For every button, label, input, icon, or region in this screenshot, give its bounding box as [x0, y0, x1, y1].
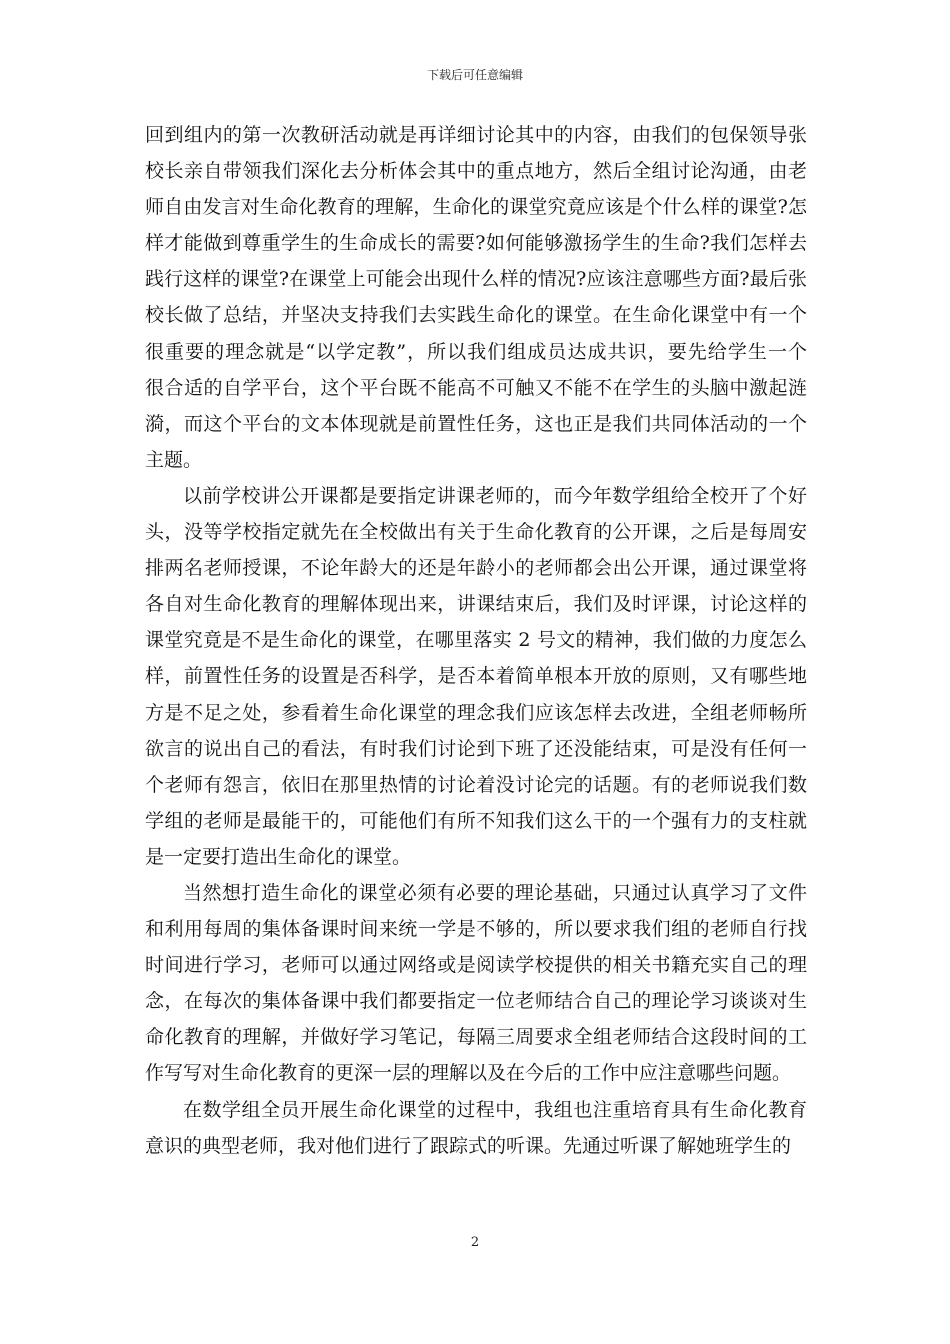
text-line: 很合适的自学平台，这个平台既不能高不可触又不能不在学生的头脑中激起涟	[145, 376, 807, 399]
text-line: 校长亲自带领我们深化去分析体会其中的重点地方，然后全组讨论沟通，由老	[145, 160, 807, 183]
text-line: 排两名老师授课，不论年龄大的还是年龄小的老师都会出公开课，通过课堂将	[145, 557, 807, 580]
text-line: 欲言的说出自己的看法，有时我们讨论到下班了还没能结束，可是没有任何一	[145, 737, 807, 760]
text-line: 以前学校讲公开课都是要指定讲课老师的，而今年数学组给全校开了个好	[183, 484, 807, 507]
text-line: 方是不足之处，参看着生命化课堂的理念我们应该怎样去改进，全组老师畅所	[145, 701, 807, 724]
text-line: 当然想打造生命化的课堂必须有必要的理论基础，只通过认真学习了文件	[183, 881, 807, 904]
text-line: 校长做了总结，并坚决支持我们去实践生命化的课堂。在生命化课堂中有一个	[145, 304, 807, 327]
text-line: 回到组内的第一次教研活动就是再详细讨论其中的内容，由我们的包保领导张	[145, 124, 807, 146]
text-line: 样，前置性任务的设置是否科学，是否本着简单根本开放的原则，又有哪些地	[145, 665, 807, 688]
text-line: 意识的典型老师，我对他们进行了跟踪式的听课。先通过听课了解她班学生的	[145, 1134, 792, 1157]
text-line: 践行这样的课堂?在课堂上可能会出现什么样的情况?应该注意哪些方面?最后张	[145, 268, 807, 291]
paragraph	[145, 1092, 807, 1164]
paragraph	[145, 117, 807, 478]
text-line: 是一定要打造出生命化的课堂。	[145, 845, 412, 868]
text-line: 作写写对生命化教育的更深一层的理解以及在今后的工作中应注意哪些问题。	[145, 1062, 792, 1085]
text-line: 和利用每周的集体备课时间来统一学是不够的，所以要求我们组的老师自行找	[145, 918, 807, 941]
text-line: 在数学组全员开展生命化课堂的过程中，我组也注重培育具有生命化教育	[183, 1098, 807, 1121]
text-line: 个老师有怨言，依旧在那里热情的讨论着没讨论完的话题。有的老师说我们数	[145, 773, 807, 796]
text-line: 样才能做到尊重学生的生命成长的需要?如何能够激扬学生的生命?我们怎样去	[145, 232, 807, 255]
text-line: 主题。	[145, 448, 203, 471]
text-line: 时间进行学习，老师可以通过网络或是阅读学校提供的相关书籍充实自己的理	[145, 954, 807, 977]
page-number: 2	[470, 1235, 480, 1250]
text-line: 命化教育的理解，并做好学习笔记，每隔三周要求全组老师结合这段时间的工	[145, 1026, 807, 1049]
text-line: 学组的老师是最能干的，可能他们有所不知我们这么干的一个强有力的支柱就	[145, 809, 807, 832]
paragraph	[145, 478, 807, 875]
text-line: 很重要的理念就是“以学定教”，所以我们组成员达成共识，要先给学生一个	[145, 340, 807, 363]
text-line: 头，没等学校指定就先在全校做出有关于生命化教育的公开课，之后是每周安	[145, 521, 807, 544]
text-line: 课堂究竟是不是生命化的课堂，在哪里落实 2 号文的精神，我们做的力度怎么	[145, 629, 807, 652]
text-line: 念，在每次的集体备课中我们都要指定一位老师结合自己的理论学习谈谈对生	[145, 990, 807, 1013]
text-line: 各自对生命化教育的理解体现出来，讲课结束后，我们及时评课，讨论这样的	[145, 593, 807, 616]
document-body	[145, 117, 807, 1164]
page-header: 下载后可任意编辑	[426, 68, 523, 82]
paragraph	[145, 875, 807, 1092]
text-line: 漪，而这个平台的文本体现就是前置性任务，这也正是我们共同体活动的一个	[145, 412, 807, 435]
text-line: 师自由发言对生命化教育的理解，生命化的课堂究竟应该是个什么样的课堂?怎	[145, 196, 807, 219]
